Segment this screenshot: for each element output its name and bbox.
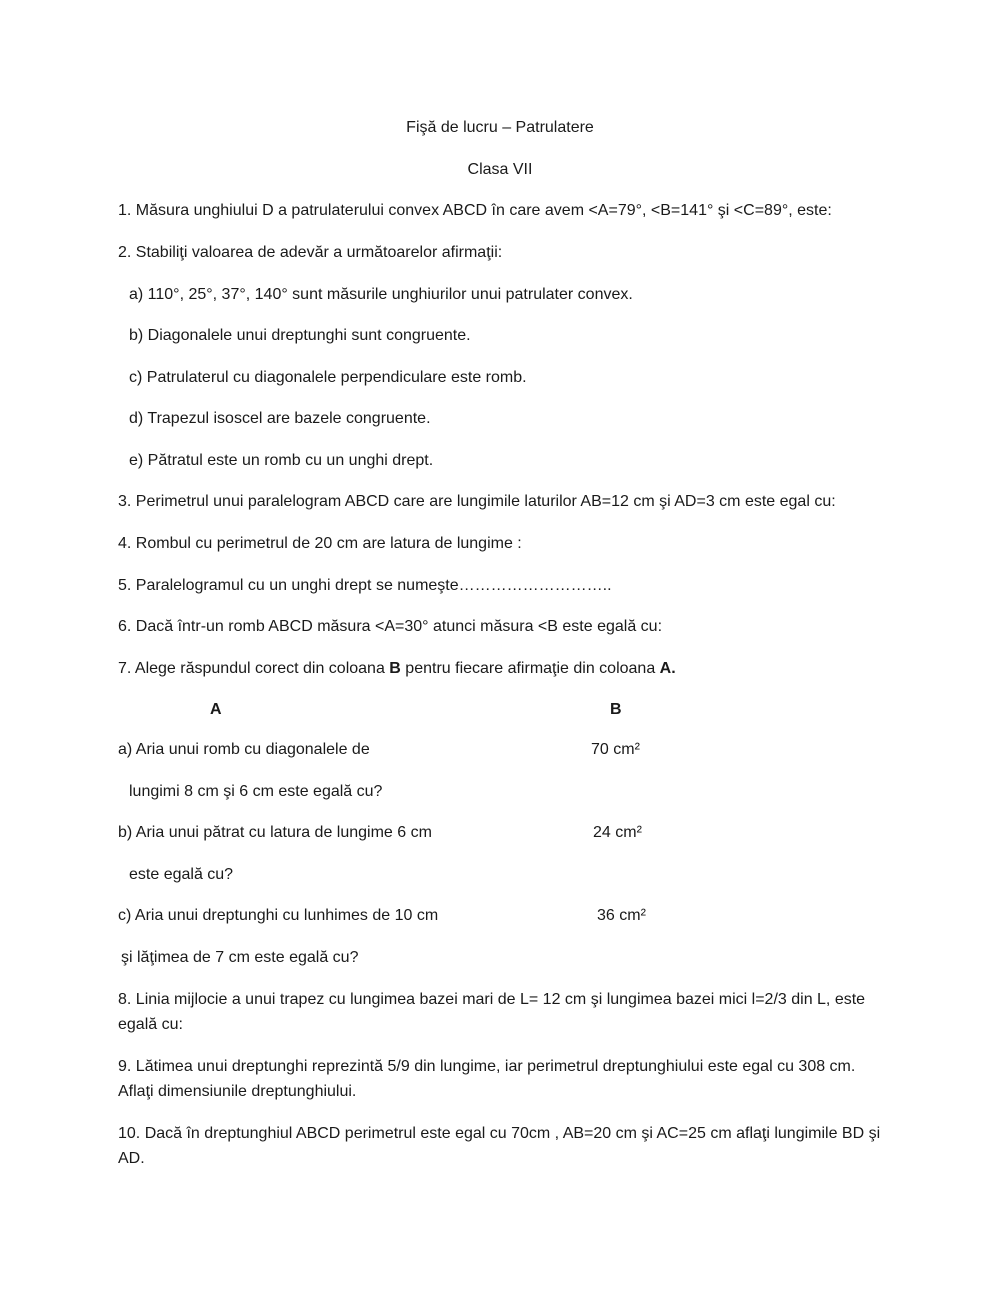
question-3: 3. Perimetrul unui paralelogram ABCD care are lungimile laturilor AB=12 cm şi AD=3 cm este egal cu: bbox=[118, 493, 836, 510]
match-a-item-3-line-1: c) Aria unui dreptunghi cu lunhimes de 10 cm bbox=[118, 907, 439, 924]
question-4: 4. Rombul cu perimetrul de 20 cm are latura de lungime : bbox=[118, 535, 522, 552]
question-2-item-a: a) 110°, 25°, 37°, 140° sunt măsurile unghiurilor unui patrulater convex. bbox=[129, 286, 633, 303]
question-6: 6. Dacă într-un romb ABCD măsura <A=30° atunci măsura <B este egală cu: bbox=[118, 618, 663, 635]
question-7 bbox=[118, 659, 676, 679]
column-a-header: A bbox=[210, 701, 222, 718]
match-a-item-1-line-1: a) Aria unui romb cu diagonalele de bbox=[118, 741, 370, 758]
match-b-item-3: 36 cm² bbox=[597, 907, 646, 924]
question-8: 8. Linia mijlocie a unui trapez cu lungimea bazei mari de L= 12 cm şi lungimea bazei mici l=2/3 din L, este egală cu: bbox=[118, 991, 866, 1033]
question-7-column-a: A. bbox=[659, 660, 676, 677]
match-a-item-2-line-2: este egală cu? bbox=[129, 866, 234, 883]
question-7-text-start: 7. Alege răspundul corect din coloana bbox=[118, 660, 390, 677]
question-2-item-e: e) Pătratul este un romb cu un unghi drept. bbox=[129, 452, 434, 469]
match-b-item-1: 70 cm² bbox=[591, 741, 640, 758]
worksheet-title: Fişă de lucru – Patrulatere bbox=[406, 119, 594, 136]
column-b-header: B bbox=[610, 701, 622, 718]
question-2-item-b: b) Diagonalele unui dreptunghi sunt congruente. bbox=[129, 327, 471, 344]
question-7-text-mid: pentru fiecare afirmaţie din coloana bbox=[400, 660, 660, 677]
question-7-column-b: B bbox=[389, 660, 401, 677]
match-a-item-3-line-2: şi lăţimea de 7 cm este egală cu? bbox=[121, 949, 359, 966]
question-10: 10. Dacă în dreptunghiul ABCD perimetrul este egal cu 70cm , AB=20 cm şi AC=25 cm aflaţi lungimile BD şi AD. bbox=[118, 1125, 881, 1167]
question-1: 1. Măsura unghiului D a patrulaterului convex ABCD în care avem <A=79°, <B=141° şi <C=89°, este: bbox=[118, 202, 832, 219]
match-b-item-2: 24 cm² bbox=[593, 824, 642, 841]
question-9: 9. Lătimea unui dreptunghi reprezintă 5/9 din lungime, iar perimetrul dreptunghiului este egal cu 308 cm. Aflaţi dimensiunile dreptunghiului. bbox=[118, 1058, 856, 1100]
question-5: 5. Paralelogramul cu un unghi drept se numeşte……………………….. bbox=[118, 577, 612, 594]
class-label: Clasa VII bbox=[467, 161, 533, 178]
question-2-item-c: c) Patrulaterul cu diagonalele perpendiculare este romb. bbox=[129, 369, 527, 386]
match-a-item-2-line-1: b) Aria unui pătrat cu latura de lungime 6 cm bbox=[118, 824, 432, 841]
question-2-item-d: d) Trapezul isoscel are bazele congruente. bbox=[129, 410, 431, 427]
match-a-item-1-line-2: lungimi 8 cm şi 6 cm este egală cu? bbox=[129, 783, 383, 800]
question-2: 2. Stabiliţi valoarea de adevăr a următoarelor afirmaţii: bbox=[118, 244, 503, 261]
